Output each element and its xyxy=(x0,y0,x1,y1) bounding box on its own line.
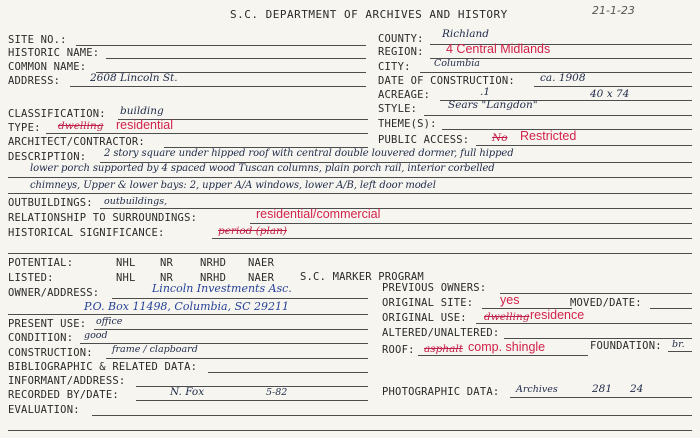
classification-label: CLASSIFICATION: xyxy=(8,108,106,120)
description-rule-3 xyxy=(8,193,692,194)
altered-label: ALTERED/UNALTERED: xyxy=(382,327,500,339)
county-label: COUNTY: xyxy=(378,33,424,45)
address-line xyxy=(70,86,366,87)
type-label: TYPE: xyxy=(8,122,41,134)
listed-option-nhl: NHL xyxy=(116,272,136,284)
description-line-3: chimneys, Upper & lower bays: 2, upper A/A windows, lower A/B, left door model xyxy=(30,180,436,191)
evaluation-line xyxy=(92,415,692,416)
listed-option-nr: NR xyxy=(160,272,174,284)
style-value: Sears "Langdon" xyxy=(448,99,538,111)
description-line-1: 2 story square under hipped roof with central double louvered dormer, full hipped xyxy=(104,148,514,159)
significance-line xyxy=(212,238,692,239)
condition-label: CONDITION: xyxy=(8,332,74,344)
owner-address: P.O. Box 11498, Columbia, SC 29211 xyxy=(84,300,290,313)
date-of-construction-label: DATE OF CONSTRUCTION: xyxy=(378,75,515,87)
owner-line-2 xyxy=(8,314,368,315)
region-label: REGION: xyxy=(378,46,424,58)
card-title: S.C. DEPARTMENT OF ARCHIVES AND HISTORY xyxy=(230,8,508,21)
type-value: residential xyxy=(116,118,173,132)
public-access-value: Restricted xyxy=(520,129,577,143)
common-name-label: COMMON NAME: xyxy=(8,61,87,73)
outbuildings-label: OUTBUILDINGS: xyxy=(8,197,93,209)
condition-value: good xyxy=(84,330,108,341)
site-no-line xyxy=(76,45,366,46)
original-use-line xyxy=(476,323,692,324)
recorded-by-label: RECORDED BY/DATE: xyxy=(8,389,119,401)
acreage-value: .1 xyxy=(480,86,491,98)
listed-option-nrhd: NRHD xyxy=(200,272,227,284)
previous-owners-label: PREVIOUS OWNERS: xyxy=(382,282,487,294)
construction-value: frame / clapboard xyxy=(112,344,198,355)
date-of-construction-line xyxy=(534,86,692,87)
present-use-label: PRESENT USE: xyxy=(8,318,87,330)
card-number: 21-1-23 xyxy=(592,4,635,17)
informant-label: INFORMANT/ADDRESS: xyxy=(8,375,126,387)
foundation-value: br. xyxy=(672,339,685,350)
moved-date-line xyxy=(650,308,692,309)
type-line xyxy=(46,133,368,134)
style-label: STYLE: xyxy=(378,103,418,115)
owner-label: OWNER/ADDRESS: xyxy=(8,287,100,299)
photographic-data-label: PHOTOGRAPHIC DATA: xyxy=(382,386,500,398)
outbuildings-line xyxy=(100,208,692,209)
potential-option-nr: NR xyxy=(160,257,174,269)
potential-option-nrhd: NRHD xyxy=(200,257,227,269)
foundation-label: FOUNDATION: xyxy=(590,340,662,352)
historic-name-line xyxy=(106,58,366,59)
address-value: 2608 Lincoln St. xyxy=(90,72,178,84)
moved-date-label: MOVED/DATE: xyxy=(570,297,642,309)
photographic-data-line xyxy=(510,397,692,398)
foundation-line xyxy=(668,351,692,352)
original-use-struck-value: dwelling xyxy=(484,311,530,323)
previous-owners-line xyxy=(500,293,692,294)
original-use-label: ORIGINAL USE: xyxy=(382,312,467,324)
construction-line xyxy=(106,358,368,359)
potential-option-nhl: NHL xyxy=(116,257,136,269)
relationship-value: residential/commercial xyxy=(256,207,381,221)
potential-label: POTENTIAL: xyxy=(8,257,74,269)
acreage-dimensions: 40 x 74 xyxy=(590,88,630,100)
roof-label: ROOF: xyxy=(382,344,415,356)
outbuildings-value: outbuildings, xyxy=(104,196,168,207)
relationship-label: RELATIONSHIP TO SURROUNDINGS: xyxy=(8,212,198,224)
site-no-label: SITE NO.: xyxy=(8,34,67,46)
bibliographic-label: BIBLIOGRAPHIC & RELATED DATA: xyxy=(8,361,198,373)
marker-program-label: S.C. MARKER PROGRAM xyxy=(300,271,424,283)
date-of-construction-value: ca. 1908 xyxy=(540,72,586,84)
roof-struck-value: asphalt xyxy=(424,343,463,355)
evaluation-line-2 xyxy=(8,430,692,431)
region-value: 4 Central Midlands xyxy=(446,42,551,56)
listed-label: LISTED: xyxy=(8,272,54,284)
present-use-line xyxy=(94,329,368,330)
listed-option-naer: NAER xyxy=(248,272,275,284)
evaluation-label: EVALUATION: xyxy=(8,404,80,416)
public-access-label: PUBLIC ACCESS: xyxy=(378,134,470,146)
recorded-date-value: 5-82 xyxy=(266,387,288,398)
original-site-label: ORIGINAL SITE: xyxy=(382,297,474,309)
construction-label: CONSTRUCTION: xyxy=(8,347,93,359)
photographic-frame-value: 24 xyxy=(630,383,644,395)
style-line xyxy=(424,115,692,116)
themes-label: THEME(S): xyxy=(378,118,437,130)
recorded-by-value: N. Fox xyxy=(170,386,205,398)
historic-name-label: HISTORIC NAME: xyxy=(8,47,100,59)
classification-value: building xyxy=(120,105,164,117)
photographic-roll-value: 281 xyxy=(592,383,613,395)
county-value: Richland xyxy=(442,28,490,40)
altered-line xyxy=(504,338,692,339)
city-label: CITY: xyxy=(378,61,411,73)
public-access-struck-value: No xyxy=(492,132,508,144)
description-line-2: lower porch supported by 4 spaced wood Tuscan columns, plain porch rail, interior corbelled xyxy=(30,163,495,174)
significance-line-2 xyxy=(8,253,692,254)
city-value: Columbia xyxy=(434,58,480,69)
architect-label: ARCHITECT/CONTRACTOR: xyxy=(8,136,145,148)
original-use-value: residence xyxy=(530,308,585,322)
owner-name: Lincoln Investments Asc. xyxy=(152,282,292,295)
bibliographic-line xyxy=(208,372,368,373)
public-access-line xyxy=(476,145,692,146)
acreage-label: ACREAGE: xyxy=(378,89,431,101)
type-struck-value: dwelling xyxy=(58,120,104,132)
potential-option-naer: NAER xyxy=(248,257,275,269)
relationship-line xyxy=(250,223,692,224)
recorded-by-line xyxy=(136,400,368,401)
roof-line xyxy=(418,355,588,356)
address-label: ADDRESS: xyxy=(8,75,61,87)
description-rule-2 xyxy=(8,177,692,178)
owner-line-1 xyxy=(112,298,368,299)
significance-struck-value: period (plan) xyxy=(218,225,287,237)
original-site-value: yes xyxy=(500,293,520,307)
roof-value: comp. shingle xyxy=(468,340,546,354)
significance-label: HISTORICAL SIGNIFICANCE: xyxy=(8,227,165,239)
photographic-data-value: Archives xyxy=(516,384,558,395)
description-label: DESCRIPTION: xyxy=(8,151,87,163)
present-use-value: office xyxy=(96,316,123,327)
